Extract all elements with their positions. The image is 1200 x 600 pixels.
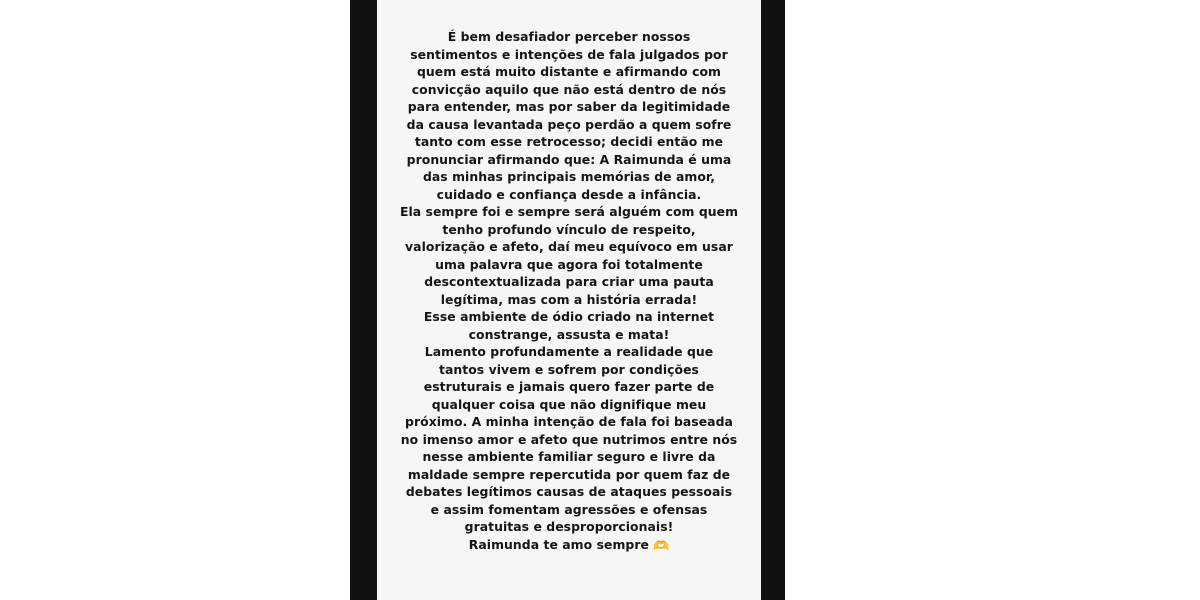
closing-text: Raimunda te amo sempre bbox=[468, 536, 649, 552]
story-closing-line bbox=[377, 536, 761, 554]
story-line: qualquer coisa que não dignifique meu bbox=[431, 396, 707, 412]
story-line: sentimentos e intenções de fala julgados por bbox=[410, 46, 728, 62]
story-line: gratuitas e desproporcionais! bbox=[464, 519, 674, 534]
story-line: legítima, mas com a história errada! bbox=[440, 291, 698, 307]
story-line: pronunciar afirmando que: A Raimunda é uma bbox=[406, 151, 732, 167]
story-panel bbox=[377, 0, 761, 600]
story-line: da causa levantada peço perdão a quem sofre bbox=[406, 116, 732, 132]
story-line: cuidado e confiança desde a infância. bbox=[436, 186, 702, 202]
story-line: estruturais e jamais quero fazer parte de bbox=[423, 379, 715, 394]
story-line: Ela sempre foi e sempre será alguém com quem bbox=[399, 204, 739, 219]
story-line: Lamento profundamente a realidade que bbox=[424, 344, 714, 359]
story-line: quem está muito distante e afirmando com bbox=[416, 64, 722, 79]
story-backdrop bbox=[350, 0, 785, 600]
story-line: debates legítimos causas de ataques pessoais bbox=[405, 484, 733, 499]
story-line: convicção aquilo que não está dentro de nós bbox=[411, 81, 727, 97]
story-line: tanto com esse retrocesso; decidi então me bbox=[414, 134, 724, 149]
story-line: tenho profundo vínculo de respeito, bbox=[442, 221, 696, 237]
story-line: no imenso amor e afeto que nutrimos entre nós bbox=[400, 431, 738, 447]
story-line: nesse ambiente familiar seguro e livre da bbox=[422, 449, 716, 464]
story-line: Esse ambiente de ódio criado na internet bbox=[423, 309, 715, 324]
story-line: uma palavra que agora foi totalmente bbox=[435, 256, 703, 272]
story-line: para entender, mas por saber da legitimidade bbox=[407, 99, 731, 114]
heart-hands-icon: 🫶 bbox=[652, 538, 670, 554]
story-line: tantos vivem e sofrem por condições bbox=[439, 361, 699, 377]
story-message bbox=[377, 28, 761, 553]
story-line: descontextualizada para criar uma pauta bbox=[424, 274, 714, 289]
story-line: constrange, assusta e mata! bbox=[468, 326, 670, 342]
story-line: próximo. A minha intenção de fala foi baseada bbox=[405, 414, 733, 429]
story-line: e assim fomentam agressões e ofensas bbox=[430, 501, 708, 517]
story-line: valorização e afeto, daí meu equívoco em usar bbox=[405, 239, 733, 254]
story-line: É bem desafiador perceber nossos bbox=[447, 29, 691, 44]
story-line: das minhas principais memórias de amor, bbox=[422, 169, 716, 184]
story-line: maldade sempre repercutida por quem faz de bbox=[407, 466, 731, 482]
